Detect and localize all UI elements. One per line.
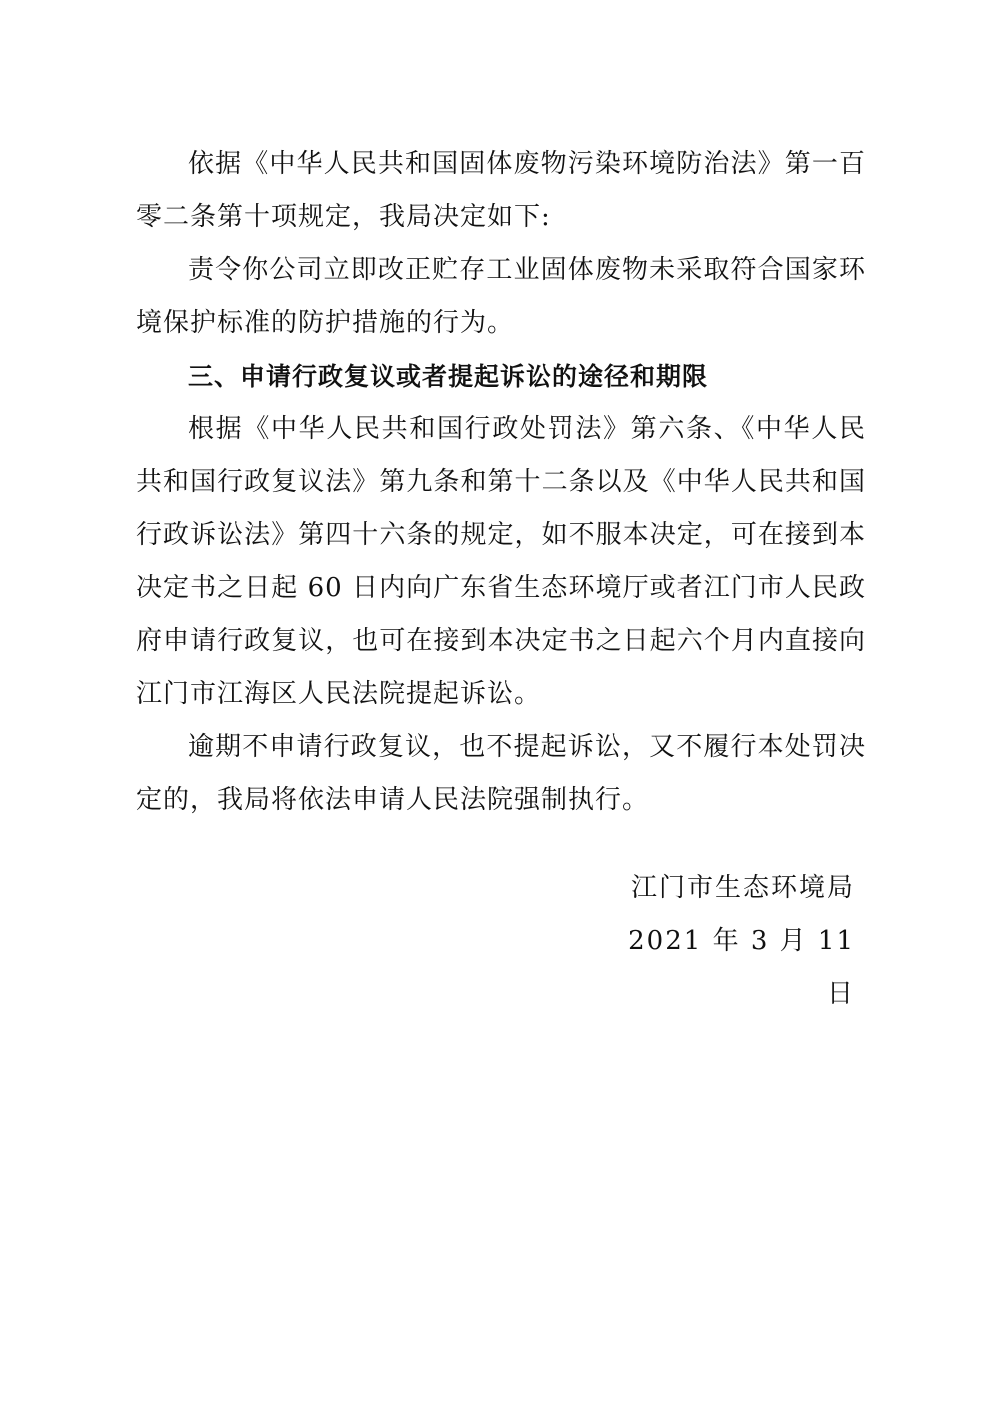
paragraph-legal-basis: 依据《中华人民共和国固体废物污染环境防治法》第一百零二条第十项规定，我局决定如下: xyxy=(136,149,866,232)
issuing-organization: 江门市生态环境局 xyxy=(630,873,855,903)
signature-block xyxy=(595,862,855,1021)
paragraph-enforcement: 逾期不申请行政复议，也不提起诉讼，又不履行本处罚决定的，我局将依法申请人民法院强制执行。 xyxy=(136,732,866,815)
section-heading-appeal: 三、申请行政复议或者提起诉讼的途径和期限 xyxy=(188,362,709,391)
document-body xyxy=(136,138,866,827)
issue-date: 2021 年 3 月 11 日 xyxy=(628,926,855,1009)
paragraph-order: 责令你公司立即改正贮存工业固体废物未采取符合国家环境保护标准的防护措施的行为。 xyxy=(136,255,866,338)
paragraph-appeal-rights: 根据《中华人民共和国行政处罚法》第六条、《中华人民共和国行政复议法》第九条和第十二条以及《中华人民共和国行政诉讼法》第四十六条的规定，如不服本决定，可在接到本决定书之日起 60 日内向广东省生态环境厅或者江门市人民政府申请行政复议，也可在接到本决定书之日起六个月内直接向江门市江海区人民法院提起诉讼。 xyxy=(136,414,866,709)
